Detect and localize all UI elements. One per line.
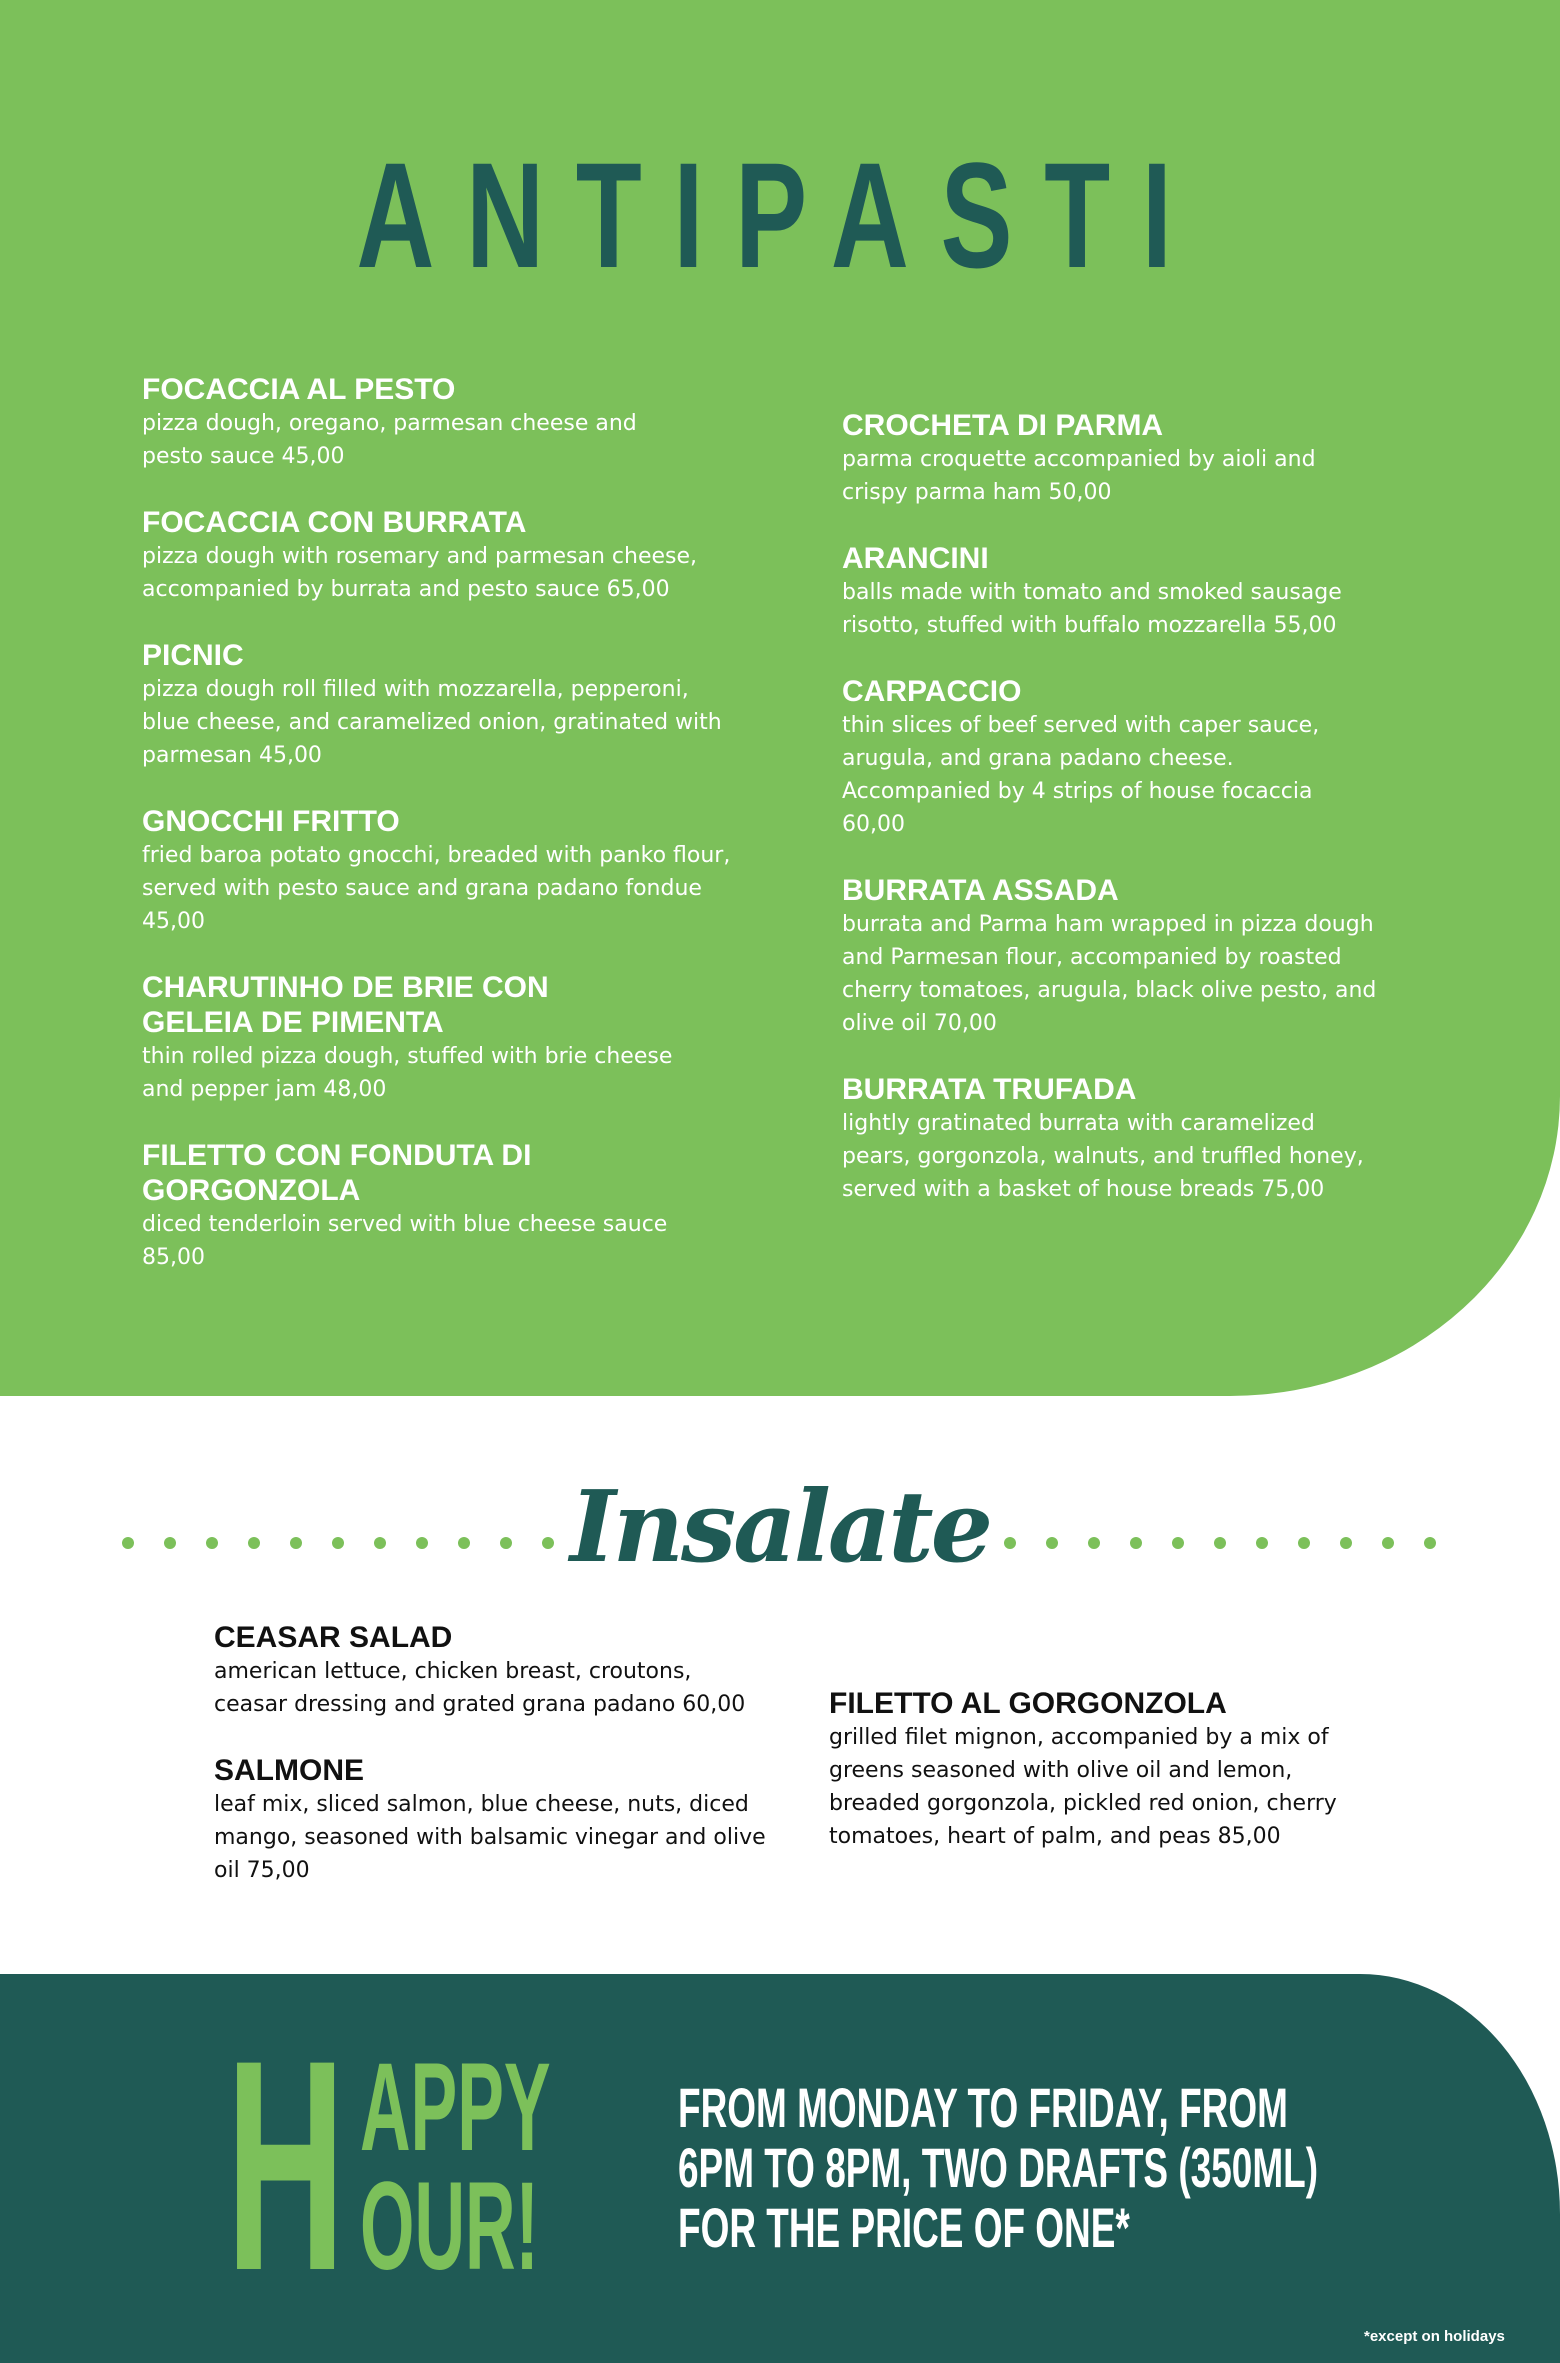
item-name: BURRATA ASSADA (842, 874, 1119, 907)
item-name: PICNIC (142, 639, 244, 672)
item-desc: american lettuce, chicken breast, croutons, ceasar dressing and grated grana padano 60,00 (214, 1659, 746, 1717)
item-desc: pizza dough roll filled with mozzarella, pepperoni, blue cheese, and caramelized onion, gratinated with parmesan 45,00 (142, 677, 722, 768)
insalate-title: Insalate (569, 1470, 991, 1585)
item-desc: thin rolled pizza dough, stuffed with brie cheese and pepper jam 48,00 (142, 1044, 673, 1102)
menu-item (842, 408, 1522, 509)
menu-item (142, 372, 822, 473)
item-desc: thin slices of beef served with caper sauce, arugula, and grana padano cheese. Accompanied by 4 strips of house focaccia 60,00 (842, 713, 1320, 837)
insalate-right-column (829, 1686, 1509, 1885)
item-name: CROCHETA DI PARMA (842, 409, 1164, 442)
item-desc: leaf mix, sliced salmon, blue cheese, nuts, diced mango, seasoned with balsamic vinegar and olive oil 75,00 (214, 1792, 766, 1883)
item-desc: fried baroa potato gnocchi, breaded with panko flour, served with pesto sauce and grana padano fondue 45,00 (142, 843, 731, 934)
menu-item (142, 970, 822, 1106)
insalate-left-column (214, 1620, 894, 1919)
menu-item (142, 804, 822, 938)
item-desc: balls made with tomato and smoked sausage risotto, stuffed with buffalo mozzarella 55,00 (842, 580, 1342, 638)
item-name: FOCACCIA AL PESTO (142, 373, 456, 406)
item-desc: burrata and Parma ham wrapped in pizza dough and Parmesan flour, accompanied by roasted cherry tomatoes, arugula, black olive pesto, and olive oil 70,00 (842, 912, 1377, 1036)
item-name: CHARUTINHO DE BRIE CON GELEIA DE PIMENTA (142, 971, 549, 1039)
holiday-note: *except on holidays (1364, 2328, 1505, 2345)
promo-line: FOR THE PRICE OF ONE* (678, 2196, 1130, 2259)
item-name: ARANCINI (842, 542, 989, 575)
item-name: FOCACCIA CON BURRATA (142, 506, 527, 539)
menu-item (214, 1753, 894, 1887)
item-name: FILETTO AL GORGONZOLA (829, 1687, 1227, 1720)
dots-right (1004, 1537, 1436, 1549)
item-desc: lightly gratinated burrata with caramelized pears, gorgonzola, walnuts, and truffled honey, served with a basket of house breads 75,00 (842, 1111, 1364, 1202)
happy-hour-h: H (226, 1997, 346, 2333)
happy-hour-line2: OUR! (360, 2157, 539, 2296)
item-desc: pizza dough, oregano, parmesan cheese and pesto sauce 45,00 (142, 411, 637, 469)
menu-item (142, 505, 822, 606)
menu-item (214, 1620, 894, 1721)
happy-hour-line1: APPY (360, 2038, 551, 2177)
menu-item (842, 674, 1522, 841)
menu-item (842, 541, 1522, 642)
item-name: SALMONE (214, 1754, 364, 1787)
antipasti-title: ANTIPASTI (356, 131, 1204, 299)
promo-line: FROM MONDAY TO FRIDAY, FROM (678, 2076, 1288, 2139)
item-name: BURRATA TRUFADA (842, 1073, 1137, 1106)
item-name: CARPACCIO (842, 675, 1022, 708)
antipasti-right-column (842, 408, 1522, 1238)
menu-item (842, 873, 1522, 1040)
item-desc: grilled filet mignon, accompanied by a mix of greens seasoned with olive oil and lemon, breaded gorgonzola, pickled red onion, cherry tomatoes, heart of palm, and peas 85,00 (829, 1725, 1337, 1849)
happy-hour-promo (678, 2078, 1318, 2258)
menu-item (142, 1138, 822, 1274)
item-desc: pizza dough with rosemary and parmesan cheese, accompanied by burrata and pesto sauce 65,00 (142, 544, 698, 602)
menu-item (142, 638, 822, 772)
menu-item (842, 1072, 1522, 1206)
item-name: GNOCCHI FRITTO (142, 805, 400, 838)
menu-item (829, 1686, 1509, 1853)
item-name: CEASAR SALAD (214, 1621, 453, 1654)
antipasti-left-column (142, 372, 822, 1306)
item-desc: diced tenderloin served with blue cheese sauce 85,00 (142, 1212, 668, 1270)
promo-line: 6PM TO 8PM, TWO DRAFTS (350ML) (678, 2136, 1319, 2199)
item-desc: parma croquette accompanied by aioli and crispy parma ham 50,00 (842, 447, 1316, 505)
item-name: FILETTO CON FONDUTA DI GORGONZOLA (142, 1139, 532, 1207)
